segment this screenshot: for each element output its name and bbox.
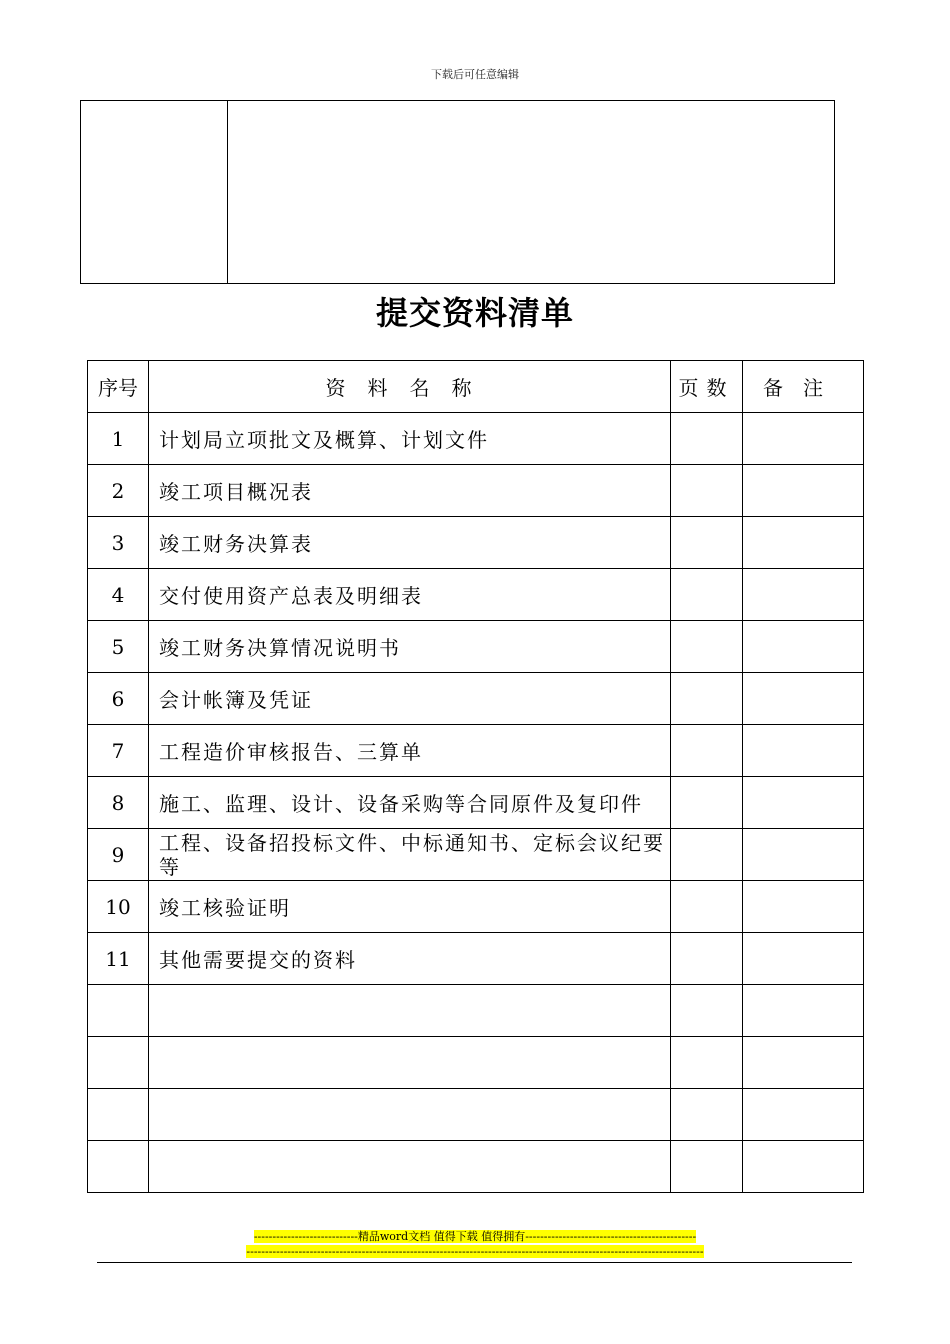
row-name: [149, 1037, 671, 1089]
row-pages: [671, 413, 743, 465]
row-index: 2: [88, 465, 149, 517]
row-pages: [671, 933, 743, 985]
row-index: 3: [88, 517, 149, 569]
row-pages: [671, 517, 743, 569]
row-name: 计划局立项批文及概算、计划文件: [149, 413, 671, 465]
row-name: 会计帐簿及凭证: [149, 673, 671, 725]
row-note: [743, 517, 864, 569]
table-row-empty: [88, 1089, 864, 1141]
table-row: [88, 621, 864, 673]
row-index: 7: [88, 725, 149, 777]
row-name: 工程、设备招投标文件、中标通知书、定标会议纪要等: [149, 829, 671, 881]
row-name: [149, 1089, 671, 1141]
header-pages: 页数: [671, 361, 743, 413]
footer-divider: [97, 1262, 852, 1263]
row-note: [743, 777, 864, 829]
row-note: [743, 673, 864, 725]
top-blank-cell-right: [228, 101, 834, 283]
table-row: [88, 517, 864, 569]
row-note: [743, 1141, 864, 1193]
row-name: [149, 1141, 671, 1193]
row-name: 其他需要提交的资料: [149, 933, 671, 985]
row-index: 4: [88, 569, 149, 621]
row-index: 9: [88, 829, 149, 881]
row-note: [743, 621, 864, 673]
footer-banner-line-2: ---------------------------------------------------------------------------------------------------------------------------: [246, 1245, 704, 1258]
row-name: 竣工财务决算表: [149, 517, 671, 569]
row-name: 施工、监理、设计、设备采购等合同原件及复印件: [149, 777, 671, 829]
row-pages: [671, 621, 743, 673]
row-pages: [671, 829, 743, 881]
top-blank-table: [80, 100, 835, 284]
footer-banner-line-1: ----------------------------精品word文档 值得下载 值得拥有----------------------------------------------: [253, 1230, 697, 1243]
row-pages: [671, 1089, 743, 1141]
row-pages: [671, 569, 743, 621]
table-row: [88, 569, 864, 621]
row-name: [149, 985, 671, 1037]
submission-list-table: [87, 360, 864, 1193]
row-index: [88, 1089, 149, 1141]
table-row-empty: [88, 1141, 864, 1193]
row-index: 10: [88, 881, 149, 933]
row-index: 8: [88, 777, 149, 829]
table-row: [88, 933, 864, 985]
row-name: 竣工项目概况表: [149, 465, 671, 517]
footer-banner: [0, 1229, 950, 1259]
row-pages: [671, 985, 743, 1037]
row-name: 竣工财务决算情况说明书: [149, 621, 671, 673]
table-row: [88, 777, 864, 829]
table-row: [88, 673, 864, 725]
header-name: 资料名称: [149, 361, 671, 413]
table-row: [88, 829, 864, 881]
row-index: 1: [88, 413, 149, 465]
document-title: 提交资料清单: [375, 294, 574, 332]
table-row-empty: [88, 1037, 864, 1089]
row-note: [743, 1089, 864, 1141]
table-row: [88, 725, 864, 777]
table-row: [88, 465, 864, 517]
header-note-column: 备注: [743, 361, 864, 413]
table-row-empty: [88, 985, 864, 1037]
top-blank-cell-left: [81, 101, 228, 283]
row-name: 工程造价审核报告、三算单: [149, 725, 671, 777]
row-note: [743, 465, 864, 517]
row-pages: [671, 673, 743, 725]
row-pages: [671, 725, 743, 777]
row-pages: [671, 1037, 743, 1089]
row-pages: [671, 777, 743, 829]
row-index: [88, 1141, 149, 1193]
header-index: 序号: [88, 361, 149, 413]
row-note: [743, 881, 864, 933]
row-index: 5: [88, 621, 149, 673]
header-note: 下载后可任意编辑: [431, 68, 519, 81]
row-index: 11: [88, 933, 149, 985]
row-pages: [671, 881, 743, 933]
row-note: [743, 829, 864, 881]
row-index: [88, 1037, 149, 1089]
row-note: [743, 985, 864, 1037]
row-index: 6: [88, 673, 149, 725]
row-name: 竣工核验证明: [149, 881, 671, 933]
row-note: [743, 569, 864, 621]
row-note: [743, 1037, 864, 1089]
row-pages: [671, 1141, 743, 1193]
row-index: [88, 985, 149, 1037]
row-note: [743, 725, 864, 777]
table-header-row: [88, 361, 864, 413]
table-row: [88, 413, 864, 465]
row-name: 交付使用资产总表及明细表: [149, 569, 671, 621]
row-pages: [671, 465, 743, 517]
row-note: [743, 413, 864, 465]
table-row: [88, 881, 864, 933]
row-note: [743, 933, 864, 985]
